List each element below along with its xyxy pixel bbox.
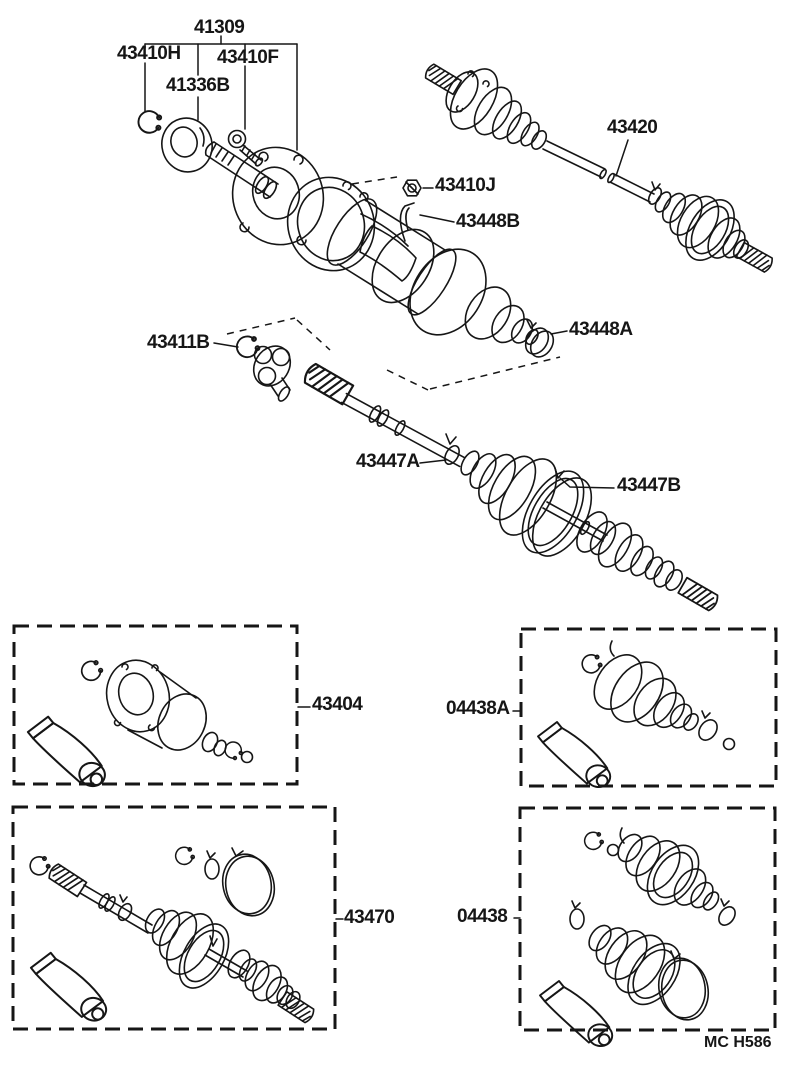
axle-hub-flange-illustration bbox=[206, 135, 336, 256]
figure-code: MC H586 bbox=[704, 1034, 772, 1051]
tripod-joint-illustration bbox=[246, 339, 297, 403]
boot-clamp-43448b-illustration bbox=[401, 203, 415, 241]
kit-43470-contents bbox=[23, 846, 316, 1024]
part-callout-43410f: 43410F bbox=[217, 47, 279, 68]
kit-04438-contents bbox=[532, 828, 738, 1048]
part-callout-43448b: 43448B bbox=[456, 211, 520, 232]
part-callout-43447a: 43447A bbox=[356, 451, 420, 472]
kit-43404-contents bbox=[20, 653, 253, 788]
drive-shaft-assembly-43420-illustration bbox=[423, 61, 774, 273]
part-callout-43404: 43404 bbox=[312, 694, 363, 715]
part-callout-41309: 41309 bbox=[194, 17, 245, 38]
boot-clamp-43448a-illustration bbox=[521, 320, 558, 361]
kit-box-04438-border bbox=[520, 808, 775, 1030]
kit-box-04438a-border bbox=[521, 629, 776, 786]
snap-ring-43411b-illustration bbox=[235, 335, 260, 359]
part-callout-04438: 04438 bbox=[457, 906, 508, 927]
part-callout-43448a: 43448A bbox=[569, 319, 633, 340]
part-callout-43470: 43470 bbox=[344, 907, 395, 928]
lock-nut-43410j-illustration bbox=[403, 180, 421, 196]
part-callout-41336b: 41336B bbox=[166, 75, 230, 96]
kit-04438a-contents bbox=[530, 641, 734, 789]
inboard-boot-illustration bbox=[359, 218, 540, 349]
part-callout-43447b: 43447B bbox=[617, 475, 681, 496]
part-callout-43420: 43420 bbox=[607, 117, 658, 138]
snap-ring-43410h-illustration bbox=[136, 109, 164, 136]
leader-lines bbox=[214, 140, 628, 919]
part-callout-04438a: 04438A bbox=[446, 698, 510, 719]
part-callout-43410j: 43410J bbox=[435, 175, 496, 196]
part-callout-43411b: 43411B bbox=[147, 332, 210, 353]
association-dashes bbox=[227, 177, 560, 390]
part-callout-43410h: 43410H bbox=[117, 43, 181, 64]
bolt-43410f-illustration bbox=[229, 131, 264, 168]
